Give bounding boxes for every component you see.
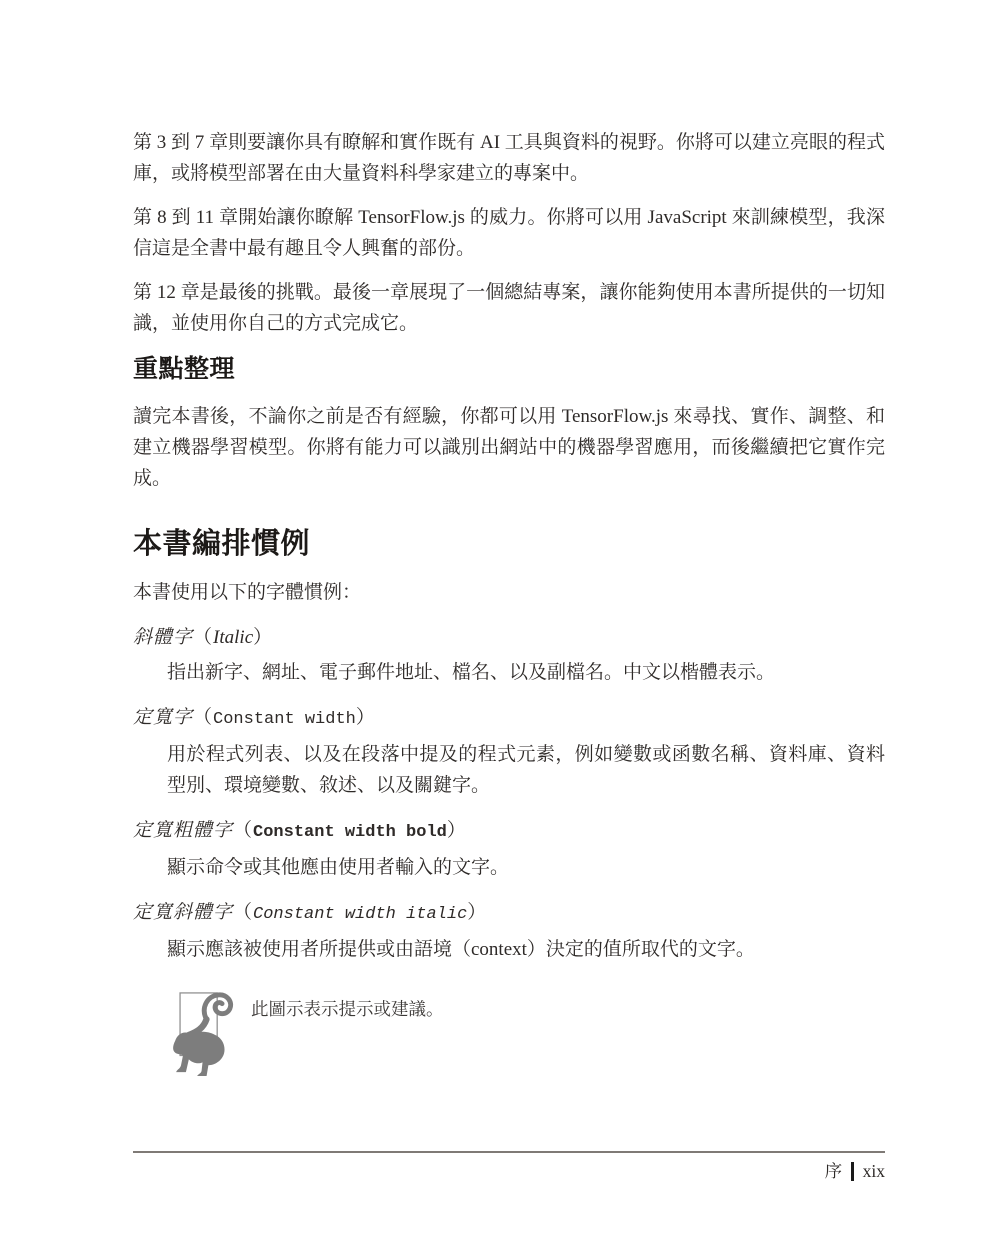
summary-paragraph: 讀完本書後，不論你之前是否有經驗，你都可以用 TensorFlow.js 來尋找、實作、調整、和建立機器學習模型。你將有能力可以識別出網站中的機器學習應用，而後繼續把它實作完成。 [133, 406, 885, 489]
convention-item-constant-width [133, 705, 885, 801]
term-zh: 定寬字 [133, 707, 194, 728]
intro-paragraph-2: 第 8 到 11 章開始讓你瞭解 TensorFlow.js 的威力。你將可以用 JavaScript 來訓練模型，我深信這是全書中最有趣且令人興奮的部份。 [133, 207, 885, 259]
convention-term [133, 900, 885, 928]
convention-item-constant-width-italic [133, 900, 885, 965]
term-en: Constant width italic [253, 905, 468, 924]
convention-term [133, 625, 885, 651]
convention-term [133, 818, 885, 846]
footer-page-number: xix [862, 1161, 885, 1181]
lemur-icon [170, 990, 237, 1076]
paren-close: ） [446, 820, 467, 841]
footer-divider [851, 1162, 854, 1181]
paren-close: ） [355, 707, 376, 728]
paren-close: ） [467, 902, 488, 923]
convention-definition: 顯示命令或其他應由使用者輸入的文字。 [167, 857, 510, 878]
intro-paragraph-3: 第 12 章是最後的挑戰。最後一章展現了一個總結專案，讓你能夠使用本書所提供的一切知識，並使用你自己的方式完成它。 [133, 282, 885, 334]
convention-definition: 用於程式列表、以及在段落中提及的程式元素，例如變數或函數名稱、資料庫、資料型別、環境變數、敘述、以及關鍵字。 [167, 744, 885, 796]
paren-open: （ [233, 902, 254, 923]
paren-close: ） [253, 627, 274, 648]
footer-text [133, 1153, 885, 1183]
term-en: Constant width bold [253, 823, 447, 842]
convention-term [133, 705, 885, 733]
conventions-heading: 本書編排慣例 [133, 528, 311, 560]
convention-definition: 顯示應該被使用者所提供或由語境（context）決定的值所取代的文字。 [167, 939, 755, 960]
convention-item-italic [133, 625, 885, 688]
conventions-intro: 本書使用以下的字體慣例： [133, 582, 362, 603]
page-footer [133, 1151, 885, 1183]
convention-definition: 指出新字、網址、電子郵件地址、檔名、以及副檔名。中文以楷體表示。 [167, 662, 776, 683]
tip-text: 此圖示表示提示或建議。 [251, 999, 444, 1019]
intro-paragraph-1: 第 3 到 7 章則要讓你具有瞭解和實作既有 AI 工具與資料的視野。你將可以建立亮眼的程式庫，或將模型部署在由大量資料科學家建立的專案中。 [133, 132, 885, 184]
paren-open: （ [193, 627, 214, 648]
footer-section-label: 序 [824, 1161, 843, 1181]
paren-open: （ [233, 820, 254, 841]
term-en: Constant width [213, 710, 356, 729]
term-zh: 定寬粗體字 [133, 820, 234, 841]
paren-open: （ [193, 707, 214, 728]
term-zh: 定寬斜體字 [133, 902, 234, 923]
tip-block [170, 990, 885, 1076]
convention-item-constant-width-bold [133, 818, 885, 883]
term-en: Italic [213, 627, 254, 648]
term-zh: 斜體字 [133, 627, 194, 648]
summary-heading: 重點整理 [133, 355, 236, 383]
